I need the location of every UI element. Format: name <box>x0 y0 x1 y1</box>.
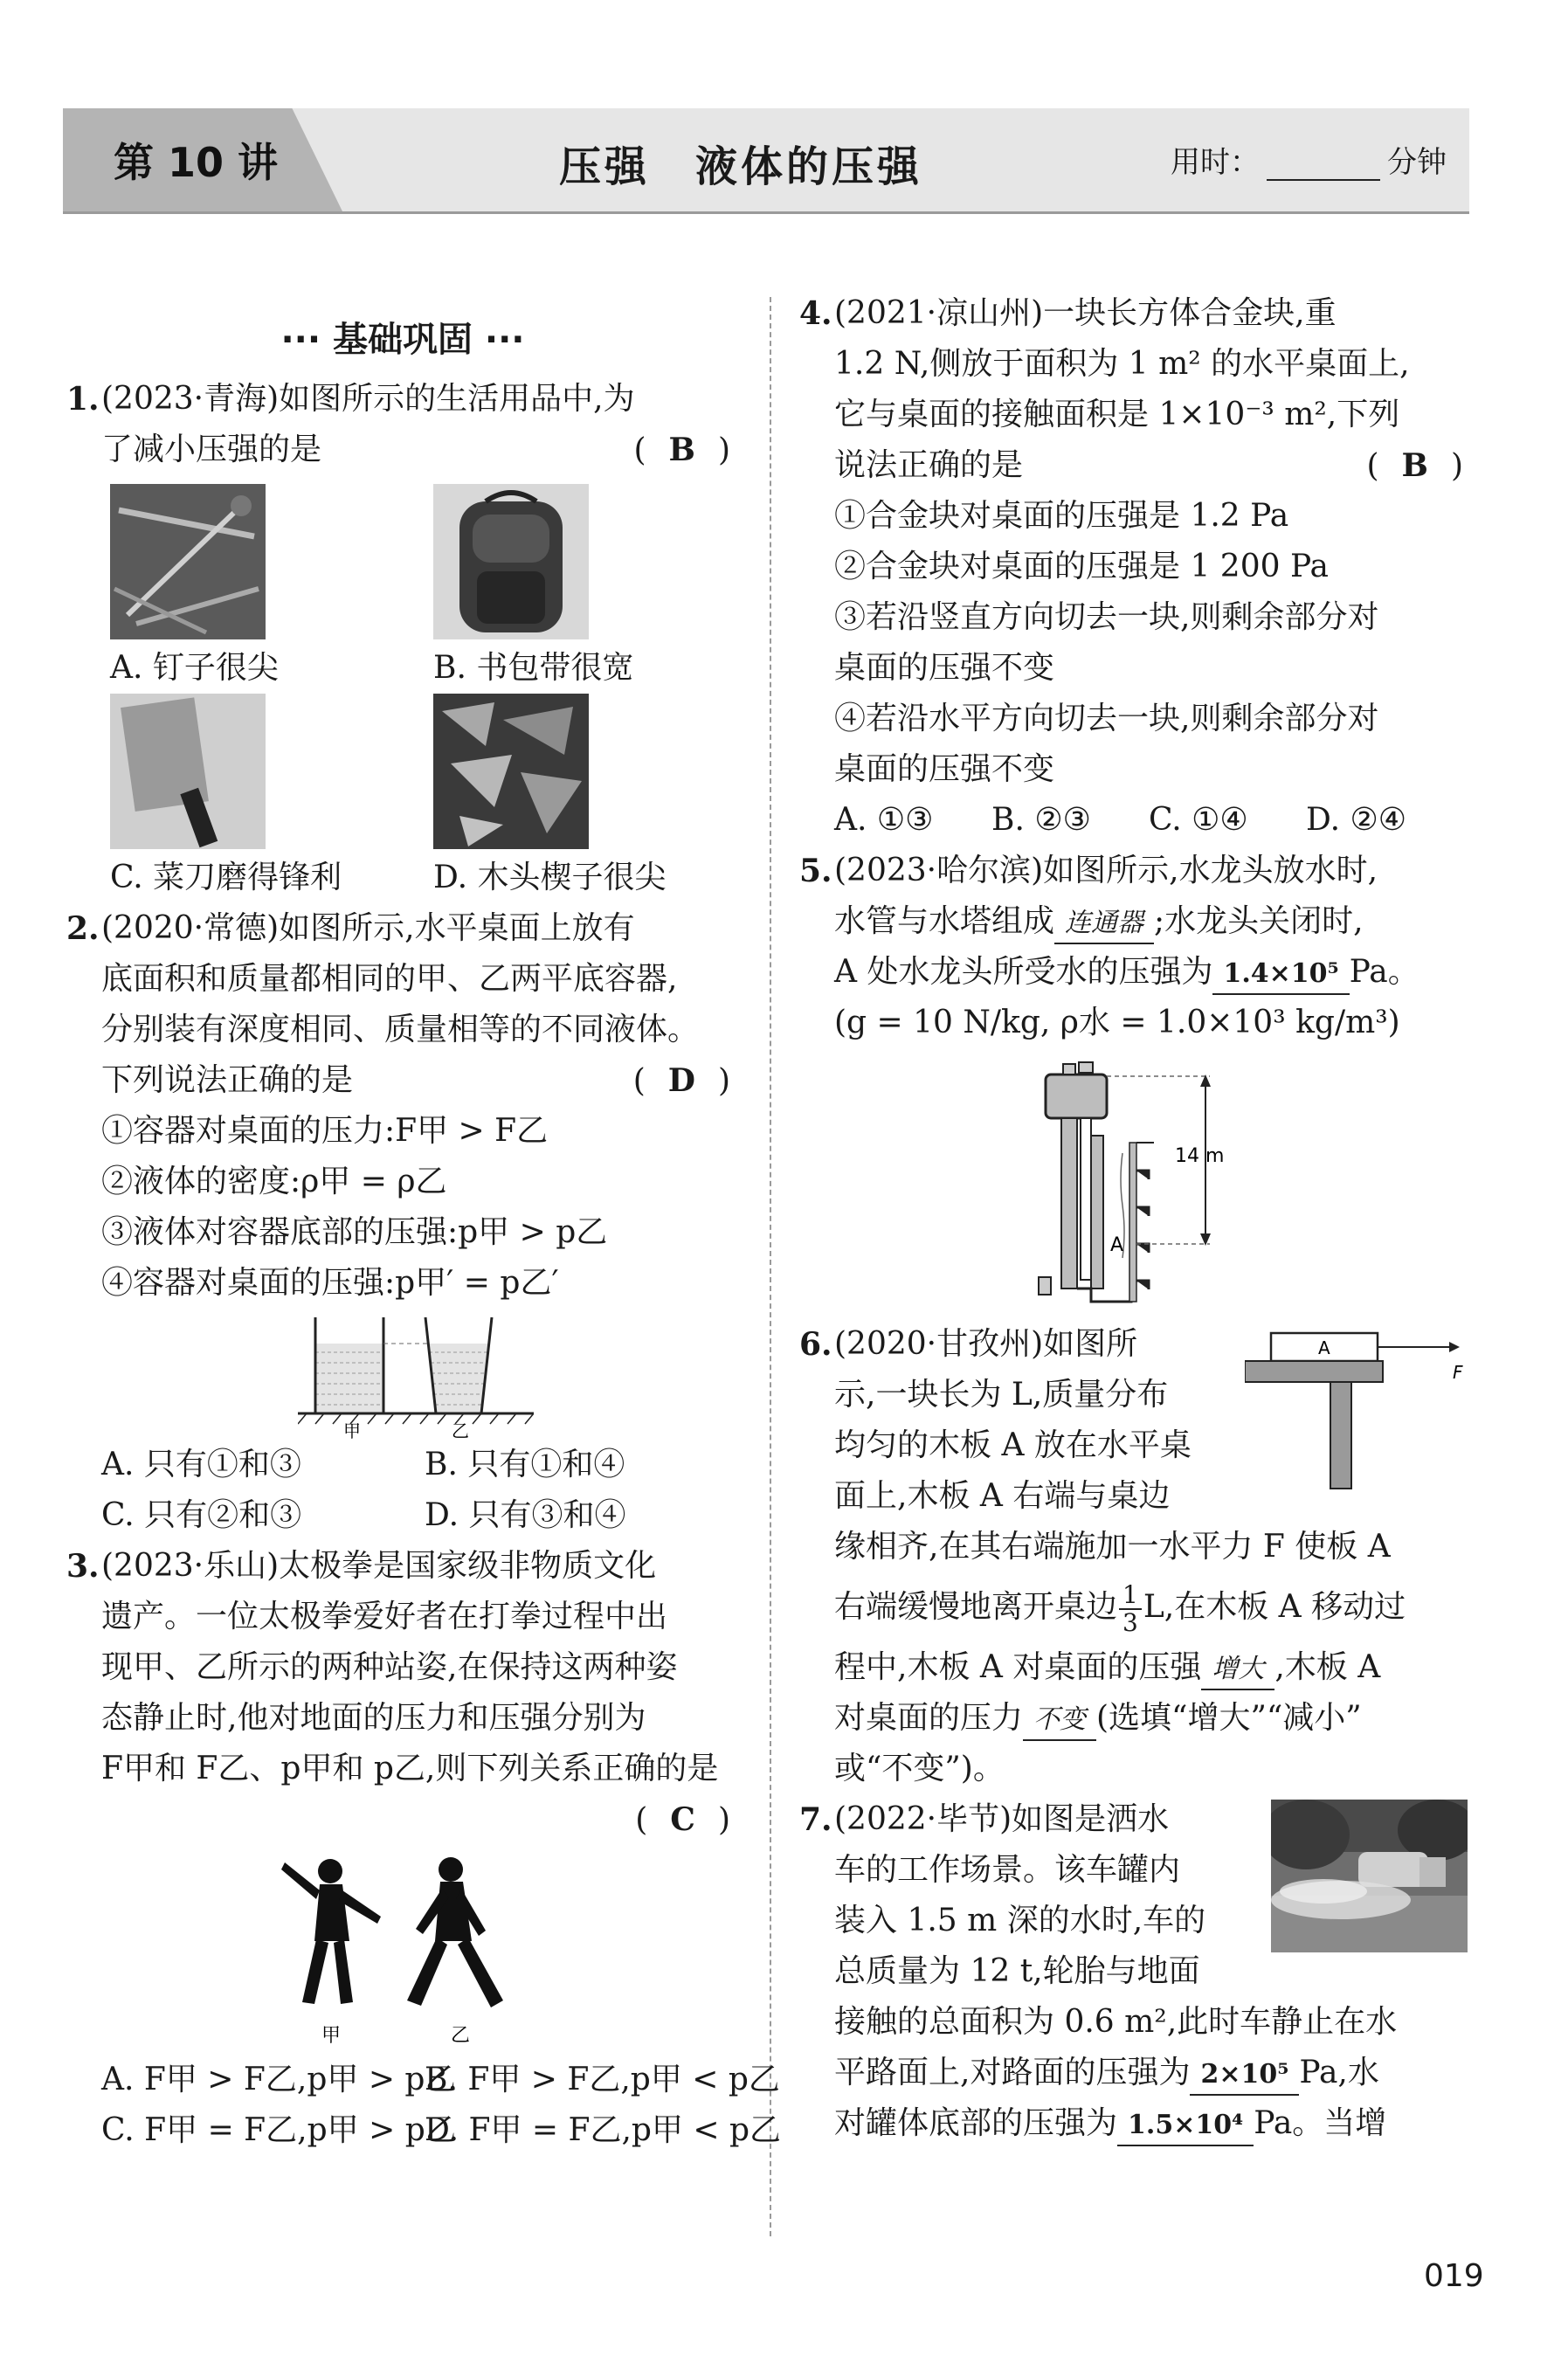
question-text: F甲和 F乙、p甲和 p乙,则下列关系正确的是 <box>101 1751 719 1786</box>
options-row <box>101 1440 739 1490</box>
taichi-pose-jia <box>281 1859 381 2004</box>
option-b <box>425 484 748 694</box>
question-text: Pa,水 <box>1299 2055 1379 2090</box>
given-values: (g = 10 N/kg, ρ水 = 1.0×10³ kg/m³) <box>834 1005 1400 1040</box>
time-blank[interactable] <box>1267 153 1380 181</box>
answer-bracket: ( C ) <box>635 1794 730 1846</box>
option-c: C. ①④ <box>1149 802 1248 838</box>
backpack-photo <box>433 484 589 639</box>
statement: ③液体对容器底部的压强:p甲 > p乙 <box>101 1214 608 1250</box>
question-text: ,木板 A <box>1274 1649 1381 1685</box>
options-row <box>101 2105 782 2156</box>
question-text: 程中,木板 A 对桌面的压强 <box>834 1649 1202 1685</box>
question-text: 或“不变”)。 <box>834 1751 1005 1786</box>
fig-label-yi: 乙 <box>451 2025 471 2047</box>
question-text: 面上,木板 A 右端与桌边 <box>834 1478 1171 1514</box>
answer-blank-1[interactable]: 2×10⁵ <box>1190 2056 1299 2096</box>
question-text: 右端缓慢地离开桌边 <box>834 1589 1118 1625</box>
question-6 <box>799 1319 1472 1794</box>
answer: C <box>670 1801 695 1838</box>
option-c <box>101 694 425 903</box>
question-text: Pa。当增 <box>1254 2105 1387 2141</box>
question-text: 底面积和质量都相同的甲、乙两平底容器, <box>101 961 678 997</box>
answer-line <box>101 1794 739 1845</box>
statement: 桌面的压强不变 <box>834 650 1055 686</box>
question-text-line <box>834 1572 1472 1642</box>
nails-photo <box>110 484 266 639</box>
question-text: Pa。 <box>1349 954 1419 990</box>
question-number: 7. <box>799 1801 832 1838</box>
question-text-line <box>101 1055 739 1106</box>
board-figure <box>1245 1323 1472 1513</box>
answer-bracket: ( B ) <box>633 425 730 476</box>
options-row <box>834 795 1472 846</box>
option-a: A. ①③ <box>834 802 934 838</box>
question-text-line <box>834 2048 1472 2098</box>
question-text-line <box>101 425 739 475</box>
option-c: C. F甲 = F乙,p甲 > p乙 <box>101 2112 457 2148</box>
force-label: F <box>1453 1362 1463 1383</box>
question-text: (2022·毕节)如图是洒水 <box>834 1801 1170 1837</box>
option-label: C. 菜刀磨得锋利 <box>110 860 342 895</box>
time-label: 用时： <box>1171 145 1260 180</box>
answer: D <box>667 1062 695 1099</box>
statement: ④容器对桌面的压强:p甲′ = p乙′ <box>101 1265 559 1301</box>
water-tower-figure <box>834 1048 1472 1319</box>
question-7 <box>799 1794 1472 2149</box>
question-text: 装入 1.5 m 深的水时,车的 <box>834 1903 1206 1938</box>
height-label: 14 m <box>1175 1145 1225 1167</box>
fig-label-jia: 甲 <box>343 1420 361 1440</box>
answer-blank-1[interactable]: 增大 <box>1201 1650 1274 1690</box>
option-d: D. ②④ <box>1306 802 1407 838</box>
containers-figure <box>101 1309 739 1440</box>
fraction-denominator: 3 <box>1122 1608 1138 1637</box>
question-text-line <box>834 2098 1472 2149</box>
statement: ②合金块对桌面的压强是 1 200 Pa <box>834 549 1330 584</box>
answer-blank-2[interactable]: 1.5×10⁴ <box>1117 2106 1254 2146</box>
question-text: 均匀的木板 A 放在水平桌 <box>834 1427 1192 1463</box>
taichi-pose-yi <box>407 1857 503 2007</box>
question-text: 了减小压强的是 <box>101 432 322 467</box>
question-text: L,在木板 A 移动过 <box>1143 1589 1406 1625</box>
page-number: 019 <box>1424 2258 1484 2294</box>
question-text-line <box>834 1693 1472 1744</box>
option-label: A. 钉子很尖 <box>110 650 279 686</box>
question-text: 水管与水塔组成 <box>834 903 1055 939</box>
option-c: C. 只有②和③ <box>101 1497 302 1533</box>
question-text: 接触的总面积为 0.6 m²,此时车静止在水 <box>834 2004 1398 2040</box>
question-number: 2. <box>66 910 100 947</box>
question-text-line <box>834 440 1472 491</box>
answer: B <box>1401 447 1428 484</box>
question-4 <box>799 288 1472 846</box>
option-a <box>101 484 425 694</box>
time-unit: 分钟 <box>1387 145 1447 180</box>
question-text: 车的工作场景。该车罐内 <box>834 1852 1181 1888</box>
option-label: B. 书包带很宽 <box>433 650 634 686</box>
block-label: A <box>1318 1337 1330 1358</box>
option-b: B. F甲 > F乙,p甲 < p乙 <box>425 2062 780 2097</box>
fig-label-jia: 甲 <box>321 2025 342 2047</box>
question-text: 态静止时,他对地面的压力和压强分别为 <box>101 1700 646 1736</box>
question-text: (2021·凉山州)一块长方体合金块,重 <box>834 295 1337 331</box>
sprinkler-truck-photo <box>1271 1800 1468 1968</box>
taichi-figure <box>101 1845 739 2055</box>
answer-blank-2[interactable]: 1.4×10⁵ <box>1212 955 1349 995</box>
answer: B <box>668 432 695 468</box>
left-column <box>66 314 782 2156</box>
question-text: 下列说法正确的是 <box>101 1062 354 1098</box>
options-row <box>101 2055 780 2105</box>
page-title: 压强 液体的压强 <box>559 142 923 191</box>
answer-bracket: ( D ) <box>633 1055 730 1107</box>
question-text: 对桌面的压力 <box>834 1700 1024 1736</box>
question-text: 总质量为 12 t,轮胎与地面 <box>834 1953 1200 1989</box>
question-text: 说法正确的是 <box>834 447 1024 483</box>
question-text: 遗产。一位太极拳爱好者在打拳过程中出 <box>101 1599 668 1634</box>
wood-wedges-photo <box>433 694 589 849</box>
question-number: 3. <box>66 1548 100 1585</box>
question-text: (2020·甘孜州)如图所 <box>834 1326 1138 1362</box>
question-1 <box>66 374 739 903</box>
question-3 <box>66 1541 782 2156</box>
option-images <box>101 484 739 903</box>
question-text: 对罐体底部的压强为 <box>834 2105 1118 2141</box>
question-text: ;水龙头关闭时, <box>1154 903 1364 939</box>
point-label: A <box>1110 1234 1124 1256</box>
time-field <box>1171 138 1447 181</box>
answer-bracket: ( B ) <box>1366 440 1463 492</box>
statement: ③若沿竖直方向切去一块,则剩余部分对 <box>834 599 1379 635</box>
cleaver-photo <box>110 694 266 849</box>
question-text: (2023·哈尔滨)如图所示,水龙头放水时, <box>834 853 1378 888</box>
question-text-line <box>834 947 1472 998</box>
answer-blank-2[interactable]: 不变 <box>1023 1701 1096 1741</box>
fig-label-yi: 乙 <box>452 1420 469 1440</box>
statement: ①合金块对桌面的压强是 1.2 Pa <box>834 498 1289 534</box>
question-text-line <box>834 896 1472 947</box>
question-6-top <box>834 1319 1472 1522</box>
option-b: B. 只有①和④ <box>425 1447 625 1482</box>
question-number: 1. <box>66 381 100 418</box>
question-text: 分别装有深度相同、质量相等的不同液体。 <box>101 1012 700 1047</box>
section-title: ··· 基础巩固 ··· <box>280 320 525 360</box>
statement: 桌面的压强不变 <box>834 751 1055 787</box>
question-number: 5. <box>799 853 832 889</box>
column-divider <box>770 297 771 2236</box>
option-b: B. ②③ <box>991 802 1091 838</box>
question-text: A 处水龙头所受水的压强为 <box>834 954 1213 990</box>
question-text: 它与桌面的接触面积是 1×10⁻³ m²,下列 <box>834 397 1400 432</box>
option-a: A. 只有①和③ <box>101 1447 301 1482</box>
options-row <box>101 1490 739 1541</box>
question-2 <box>66 903 739 1541</box>
option-d: D. 只有③和④ <box>425 1497 626 1533</box>
question-7-top <box>834 1794 1472 1997</box>
question-text: (2020·常德)如图所示,水平桌面上放有 <box>101 910 635 946</box>
option-d <box>425 694 748 903</box>
option-d: D. F甲 = F乙,p甲 < p乙 <box>425 2112 782 2148</box>
option-label: D. 木头楔子很尖 <box>433 860 667 895</box>
question-text: (2023·乐山)太极拳是国家级非物质文化 <box>101 1548 657 1584</box>
question-text: (2023·青海)如图所示的生活用品中,为 <box>101 381 635 417</box>
right-column <box>799 288 1472 2149</box>
lecture-label: 第 10 讲 <box>114 139 279 186</box>
question-5 <box>799 846 1472 1319</box>
statement: ④若沿水平方向切去一块,则剩余部分对 <box>834 701 1379 736</box>
question-number: 6. <box>799 1326 832 1363</box>
option-a: A. F甲 > F乙,p甲 > p乙 <box>101 2062 457 2097</box>
fraction-numerator: 1 <box>1119 1582 1142 1610</box>
question-number: 4. <box>799 295 832 332</box>
question-text: 1.2 N,侧放于面积为 1 m² 的水平桌面上, <box>834 346 1410 382</box>
statement: ①容器对桌面的压力:F甲 > F乙 <box>101 1113 549 1149</box>
question-text: (选填“增大”“减小” <box>1096 1700 1362 1736</box>
question-text-line <box>834 1642 1472 1693</box>
question-text: 缘相齐,在其右端施加一水平力 F 使板 A <box>834 1529 1391 1565</box>
question-text: 平路面上,对路面的压强为 <box>834 2055 1191 2090</box>
question-text: 示,一块长为 L,质量分布 <box>834 1377 1169 1413</box>
statement: ②液体的密度:ρ甲 = ρ乙 <box>101 1164 447 1199</box>
question-text: 现甲、乙所示的两种站姿,在保持这两种姿 <box>101 1649 678 1685</box>
fraction <box>1119 1582 1142 1636</box>
answer-blank-1[interactable]: 连通器 <box>1054 904 1154 944</box>
